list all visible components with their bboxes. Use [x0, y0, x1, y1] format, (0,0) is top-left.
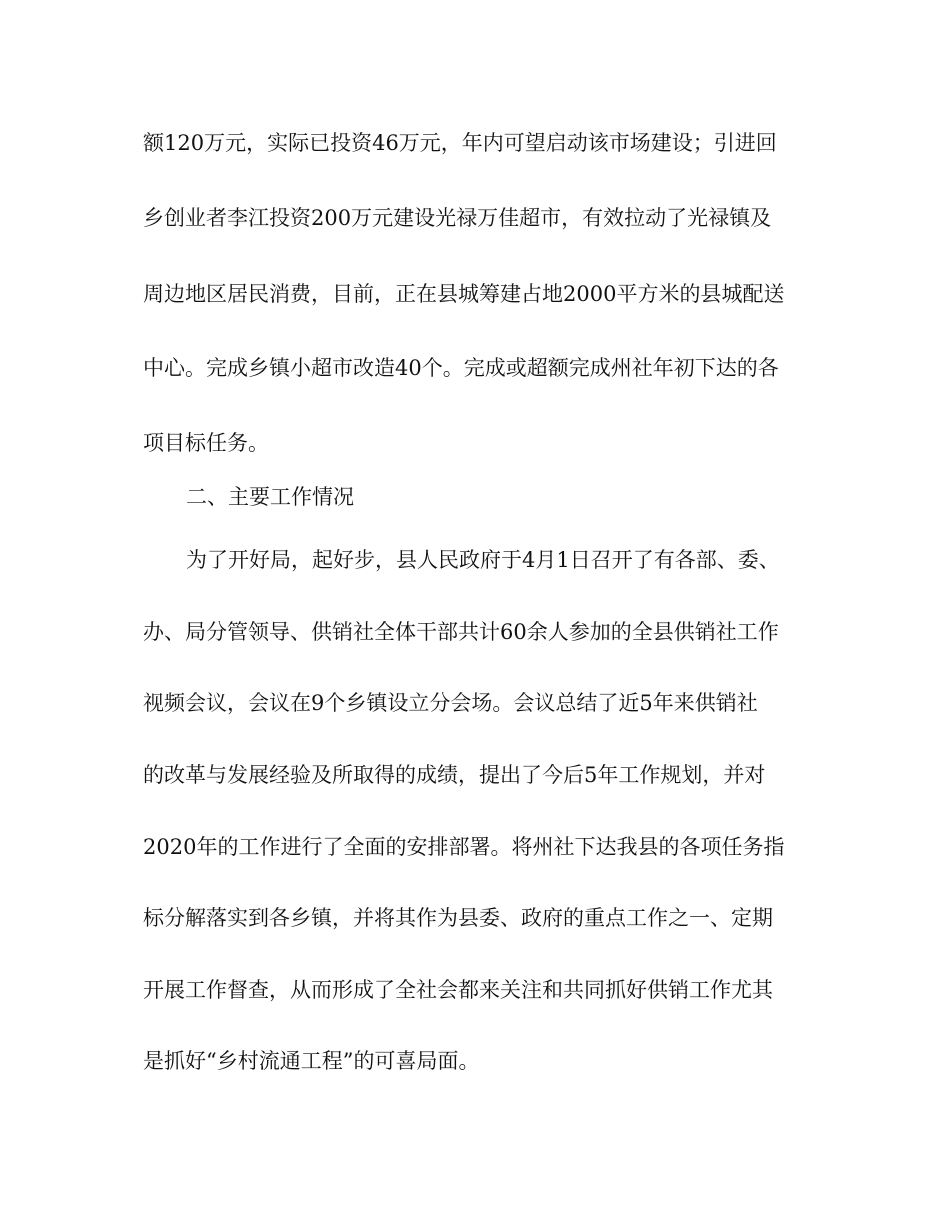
text-line: 乡创业者李江投资200万元建设光禄万佳超市，有效拉动了光禄镇及: [143, 206, 772, 230]
text-line: 中心。完成乡镇小超市改造40个。完成或超额完成州社年初下达的各: [143, 356, 779, 380]
text-line: 项目标任务。: [143, 431, 269, 455]
text-line: 是抓好“乡村流通工程”的可喜局面。: [143, 1049, 480, 1073]
text-line: 2020年的工作进行了全面的安排部署。将州社下达我县的各项任务指: [143, 835, 785, 859]
text-line: 视频会议，会议在9个乡镇设立分会场。会议总结了近5年来供销社: [143, 691, 758, 715]
text-line: 周边地区居民消费，目前，正在县城筹建占地2000平方米的县城配送: [143, 282, 785, 306]
text-line: 为了开好局，起好步，县人民政府于4月1日召开了有各部、委、: [186, 548, 780, 572]
text-line: 办、局分管领导、供销社全体干部共计60余人参加的全县供销社工作: [143, 620, 779, 644]
section-heading: 二、主要工作情况: [186, 485, 354, 509]
text-line: 的改革与发展经验及所取得的成绩，提出了今后5年工作规划，并对: [143, 763, 766, 787]
text-line: 开展工作督查，从而形成了全社会都来关注和共同抓好供销工作尤其: [143, 978, 773, 1002]
text-line: 标分解落实到各乡镇，并将其作为县委、政府的重点工作之一、定期: [143, 906, 773, 930]
text-line: 额120万元，实际已投资46万元，年内可望启动该市场建设；引进回: [143, 131, 777, 155]
